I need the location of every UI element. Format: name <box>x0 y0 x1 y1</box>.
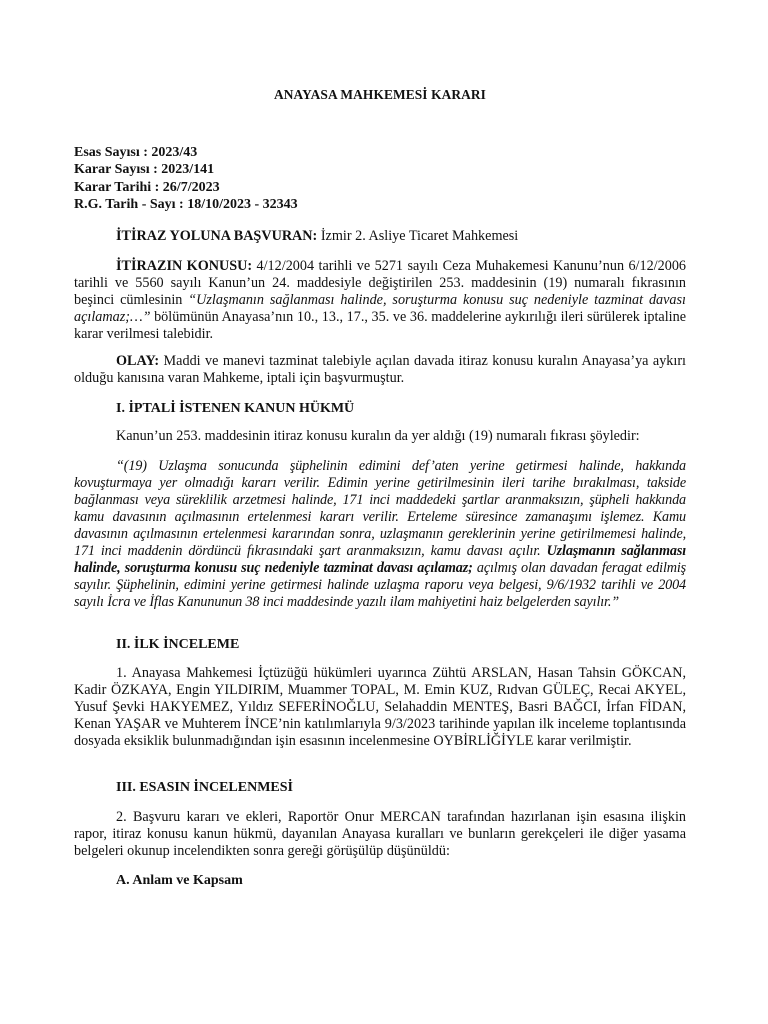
olay-label: OLAY: <box>116 353 160 369</box>
esas-sayisi: Esas Sayısı : 2023/43 <box>74 145 198 160</box>
section3-heading: III. ESASIN İNCELENMESİ <box>116 780 294 795</box>
section2-paragraph: 1. Anayasa Mahkemesi İçtüzüğü hükümleri uyarınca Zühtü ARSLAN, Hasan Tahsin GÖKCAN, Kadir ÖZKAYA, Engin YILDIRIM, Muammer TOPAL, M. Emin KUZ, Rıdvan GÜLEÇ, Recai AKYEL, Yusuf Şevki HAKYEMEZ, Yıldız SEFERİNOĞLU, Selahaddin MENTEŞ, Basri BAĞCI, İrfan FİDAN, Kenan YAŞAR ve Muhterem İNCE’nin katılımlarıyla 9/3/2023 tarihinde yapılan ilk inceleme toplantısında dosyada eksiklik bulunmadığından işin esasının incelenmesine OYBİRLİĞİYLE karar verilmiştir. <box>74 665 686 749</box>
olay-paragraph <box>74 353 686 387</box>
karar-sayisi: Karar Sayısı : 2023/141 <box>74 162 215 178</box>
konu-text-a: 4/12/2004 tarihli ve 5271 sayılı Ceza Muhakemesi Kanunu’nun 6/12/2006 tarihli ve 5560 sayılı Kanun’un 24. maddesiyle değiştirilen 253. maddesinin (19) numaralı fıkrasının beşinci cümlesinin <box>74 258 687 308</box>
basvuran-paragraph <box>74 228 686 245</box>
section1-heading: I. İPTALİ İSTENEN KANUN HÜKMÜ <box>116 401 355 416</box>
konu-quoted-rule: “Uzlaşmanın sağlanması halinde, soruşturma konusu suç nedeniyle tazminat davası açılamaz;…” <box>74 292 686 325</box>
decision-metadata <box>74 144 298 213</box>
section3-paragraph: 2. Başvuru kararı ve ekleri, Raportör Onur MERCAN tarafından hazırlanan işin esasına ilişkin rapor, itiraz konusu kanun hükmü, dayanılan Anayasa kuralları ve bunların gerekçeleri ile diğer yasama belgeleri okunup incelendikten sonra gereği görüşülüp düşünüldü: <box>74 809 686 859</box>
quote-part-b: açılmış olan davadan feragat edilmiş sayılır. Şüphelinin, edimini yerine getirmesi halinde uzlaşma raporu veya belgesi, 9/6/1932 tarihli ve 2004 sayılı İcra ve İflas Kanununun 38 inci maddesinde yazılı ilam mahiyetini haiz belgelerden sayılır.” <box>74 560 687 610</box>
konu-paragraph <box>74 258 686 343</box>
konu-label: İTİRAZIN KONUSU: <box>116 258 253 274</box>
resmi-gazete: R.G. Tarih - Sayı : 18/10/2023 - 32343 <box>74 196 298 212</box>
section2-heading: II. İLK İNCELEME <box>116 637 240 652</box>
basvuran-label: İTİRAZ YOLUNA BAŞVURAN: <box>116 228 318 244</box>
quote-part-a: “(19) Uzlaşma sonucunda şüphelinin edimini def’aten yerine getirmesi halinde, hakkında kovuşturmaya yer olmadığı kararı verilir. Edimin yerine getirilmesinin ileri tarihe bırakılması, takside bağlanması veya süreklilik arzetmesi halinde, 171 inci maddedeki şartlar aranmaksızın, şüpheli hakkında kamu davasının açılmasının ertelenmesi kararı verilir. Erteleme süresince zamanaşımı işlemez. Kamu davasının açılmasının ertelenmesi kararından sonra, uzlaşmanın gereklerinin yerine getirilmemesi halinde, 171 inci maddenin dördüncü fıkrasındaki şart aranmaksızın, kamu davası açılır. <box>74 458 686 559</box>
section1-intro: Kanun’un 253. maddesinin itiraz konusu kuralın da yer aldığı (19) numaralı fıkrası şöyledir: <box>116 428 640 444</box>
section1-quote <box>74 458 686 611</box>
document-title: ANAYASA MAHKEMESİ KARARI <box>274 87 486 102</box>
quote-bold-rule: Uzlaşmanın sağlanması halinde, soruşturma konusu suç nedeniyle tazminat davası açılamaz; <box>74 543 686 576</box>
subsection-a-heading: A. Anlam ve Kapsam <box>116 873 243 888</box>
konu-text-b: bölümünün Anayasa’nın 10., 13., 17., 35. ve 36. maddelerine aykırılığı ileri sürülerek iptaline karar verilmesi talebidir. <box>74 309 686 342</box>
basvuran-text: İzmir 2. Asliye Ticaret Mahkemesi <box>317 228 519 244</box>
karar-tarihi: Karar Tarihi : 26/7/2023 <box>74 179 220 195</box>
olay-text: Maddi ve manevi tazminat talebiyle açılan davada itiraz konusu kuralın Anayasa’ya aykırı olduğu kanısına varan Mahkeme, iptali için başvurmuştur. <box>74 353 686 386</box>
